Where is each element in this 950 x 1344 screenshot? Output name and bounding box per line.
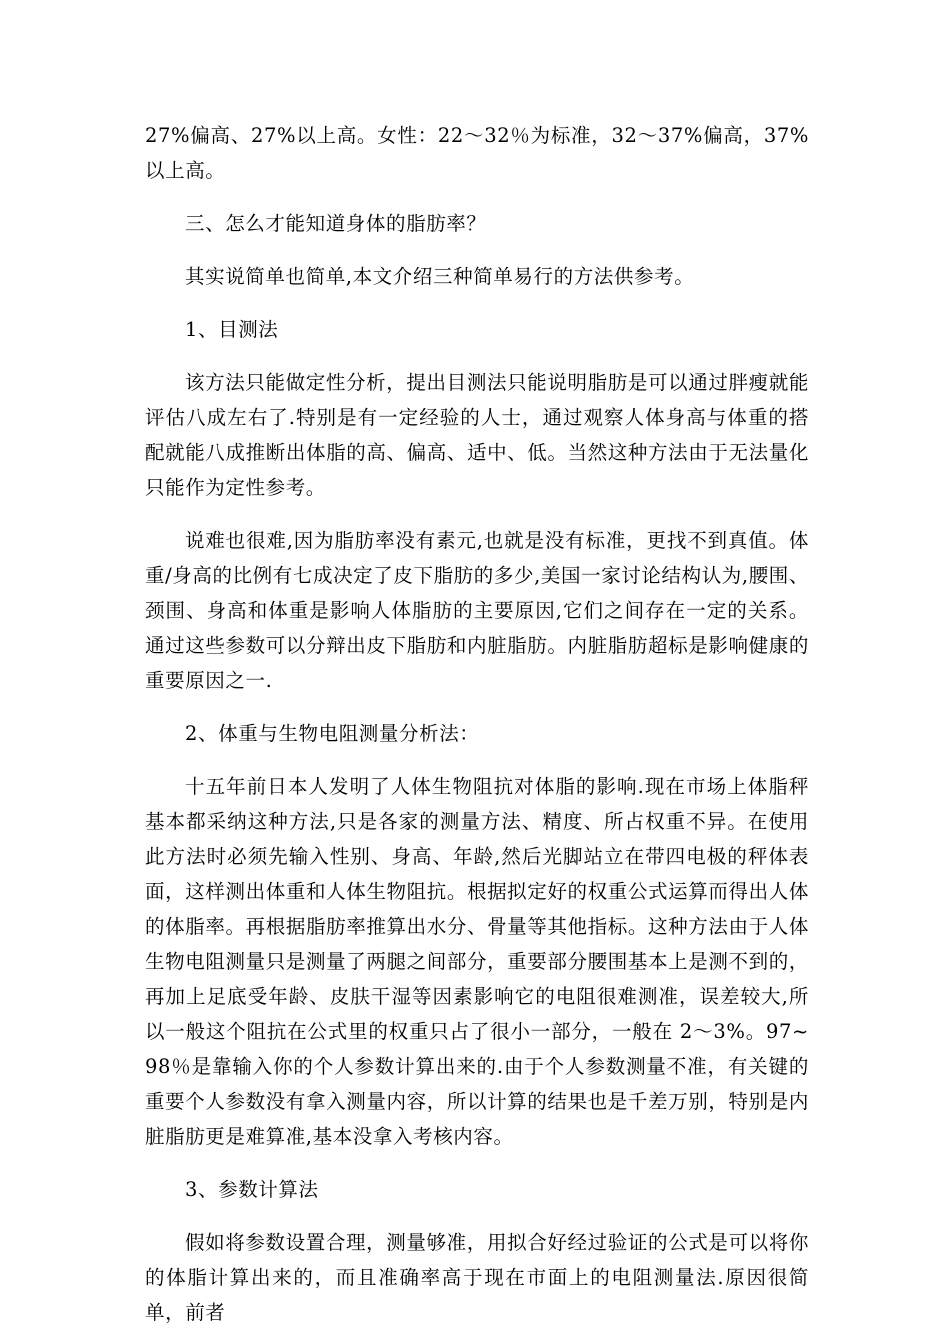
method-heading-bioimpedance: 2、体重与生物电阻测量分析法： [185, 722, 480, 745]
document-page [145, 118, 809, 1330]
paragraph-bioimpedance: 十五年前日本人发明了人体生物阻抗对体脂的影响.现在市场上体脂秤基本都采纳这种方法,只是各家的测量方法、精度、所占权重不异。在使用此方法时必须先输入性别、身高、年龄,然后光脚站立在带四电极的秤体表面，这样测出体重和人体生物阻抗。根据拟定好的权重公式运算而得出人体的体脂率。再根据脂肪率推算出水分、骨量等其他指标。这种方法由于人体生物电阻测量只是测量了两腿之间部分，重要部分腰围基本上是测不到的，再加上足底受年龄、皮肤干湿等因素影响它的电阻很难测准，误差较大,所以一般这个阻抗在公式里的权重只占了很小一部分，一般在 2～3%。97~98％是靠输入你的个人参数计算出来的.由于个人参数测量不准，有关键的重要个人参数没有拿入测量内容，所以计算的结果也是千差万别，特别是内脏脂肪更是难算准,基本没拿入考核内容。 [145, 775, 809, 1148]
method-heading-parameter: 3、参数计算法 [185, 1178, 319, 1201]
paragraph-difficulty: 说难也很难,因为脂肪率没有素元,也就是没有标准，更找不到真值。体重/身高的比例有七成决定了皮下脂肪的多少,美国一家讨论结构认为,腰围、颈围、身高和体重是影响人体脂肪的主要原因,它们之间存在一定的关系。通过这些参数可以分辩出皮下脂肪和内脏脂肪。内脏脂肪超标是影响健康的重要原因之一. [145, 529, 809, 692]
paragraph-parameter: 假如将参数设置合理，测量够准，用拟合好经过验证的公式是可以将你的体脂计算出来的，而且准确率高于现在市面上的电阻测量法.原因很简单，前者 [145, 1231, 809, 1324]
section-heading: 三、怎么才能知道身体的脂肪率？ [185, 212, 487, 235]
paragraph-intro: 其实说简单也简单,本文介绍三种简单易行的方法供参考。 [185, 265, 695, 288]
paragraph-visual-method: 该方法只能做定性分析，提出目测法只能说明脂肪是可以通过胖瘦就能评估八成左右了.特别是有一定经验的人士，通过观察人体身高与体重的搭配就能八成推断出体脂的高、偏高、适中、低。当然这种方法由于无法量化只能作为定性参考。 [145, 371, 809, 499]
paragraph-continuation: 27%偏高、27%以上高。女性：22～32％为标准，32～37%偏高，37%以上高。 [145, 124, 809, 182]
method-heading-visual: 1、目测法 [185, 318, 279, 341]
